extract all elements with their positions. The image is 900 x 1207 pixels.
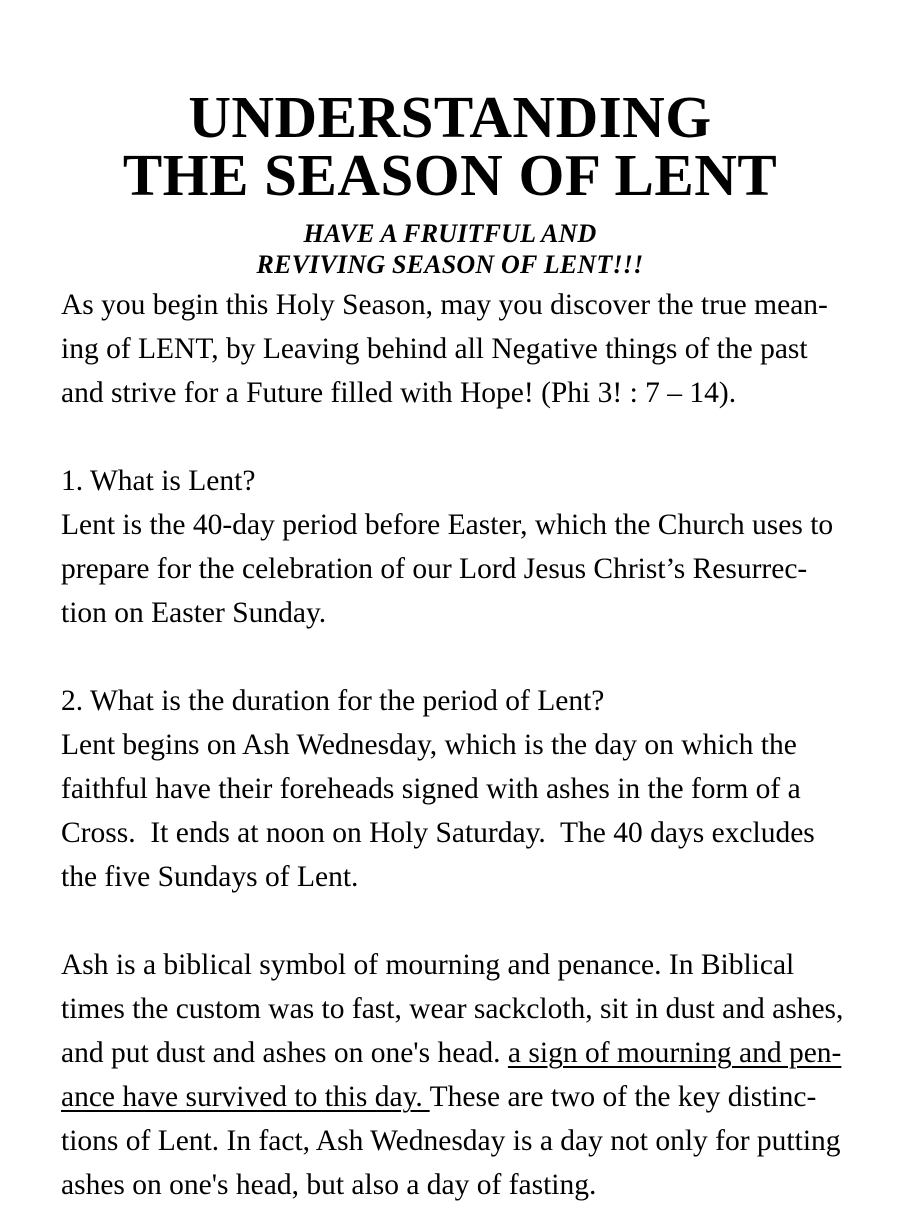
paragraph-ash-symbolism — [61, 943, 843, 1207]
title-line-2: THE SEASON OF LENT — [122, 141, 778, 208]
text-line: tion on Easter Sunday. — [61, 597, 327, 629]
text-line: Lent is the 40-day period before Easter, which the Church uses to — [61, 509, 834, 541]
text-line-mixed — [61, 1075, 843, 1119]
text-segment-plain: These are two of the key distinc- — [429, 1081, 817, 1113]
text-line: Cross. It ends at noon on Holy Saturday. The 40 days excludes — [61, 817, 815, 849]
subtitle-line-2: REVIVING SEASON OF LENT!!! — [256, 249, 644, 279]
text-line-mixed — [61, 1031, 843, 1075]
text-line: times the custom was to fast, wear sackcloth, sit in dust and ashes, — [61, 993, 844, 1025]
paragraph-question-1 — [61, 459, 843, 635]
text-line: prepare for the celebration of our Lord Jesus Christ’s Resurrec- — [61, 553, 808, 585]
text-line: ing of LENT, by Leaving behind all Negative things of the past — [61, 333, 808, 365]
document-body — [61, 283, 843, 1207]
page-title — [0, 83, 900, 208]
text-segment-underlined: ance have survived to this day. — [61, 1081, 430, 1113]
paragraph-intro — [61, 283, 843, 415]
text-line: tions of Lent. In fact, Ash Wednesday is a day not only for putting — [61, 1125, 841, 1157]
title-line-1: UNDERSTANDING — [188, 83, 712, 150]
text-line: Lent begins on Ash Wednesday, which is the day on which the — [61, 729, 797, 761]
text-line: ashes on one's head, but also a day of fasting. — [61, 1169, 597, 1201]
question-heading: 2. What is the duration for the period of Lent? — [61, 685, 605, 717]
text-line: the five Sundays of Lent. — [61, 861, 359, 893]
text-line: and strive for a Future filled with Hope! (Phi 3! : 7 – 14). — [61, 377, 737, 409]
text-line: As you begin this Holy Season, may you discover the true mean- — [61, 289, 828, 321]
question-heading: 1. What is Lent? — [61, 465, 256, 497]
text-line: Ash is a biblical symbol of mourning and penance. In Biblical — [61, 949, 795, 981]
page-subtitle — [0, 218, 900, 280]
text-line: faithful have their foreheads signed with ashes in the form of a — [61, 773, 801, 805]
text-segment-underlined: a sign of mourning and pen- — [507, 1037, 842, 1069]
text-segment-plain: and put dust and ashes on one's head. — [61, 1037, 508, 1069]
paragraph-question-2 — [61, 679, 843, 899]
subtitle-line-1: HAVE A FRUITFUL AND — [303, 218, 597, 248]
